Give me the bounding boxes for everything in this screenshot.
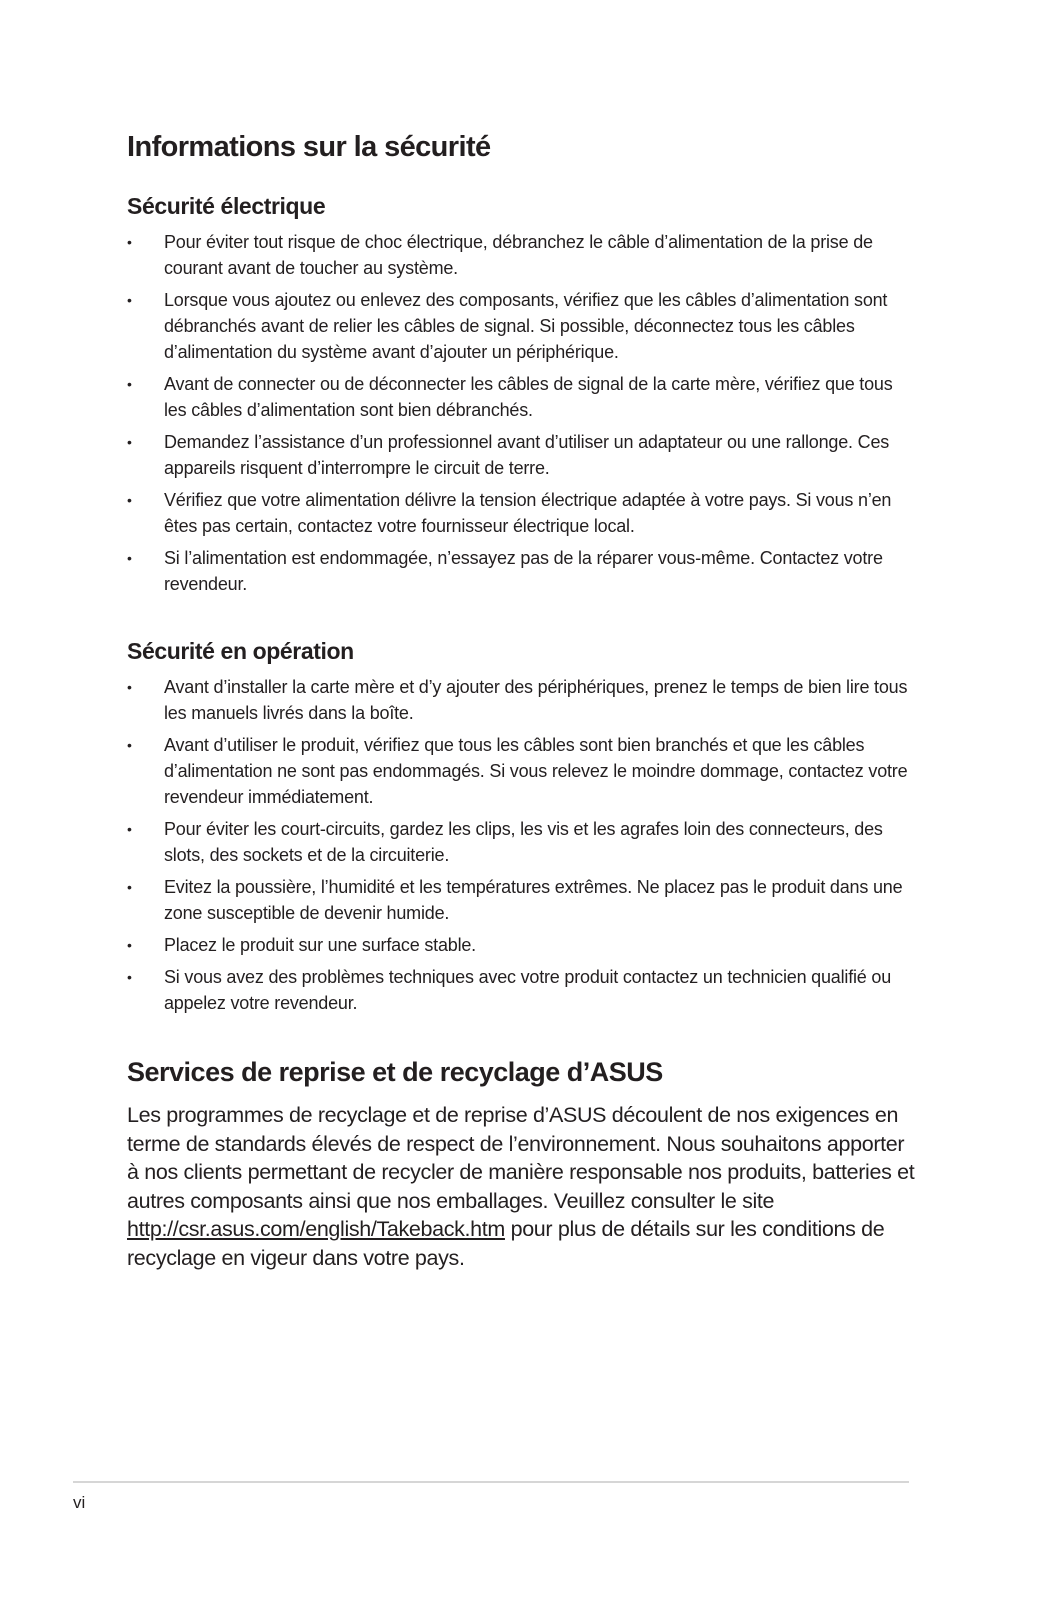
bullet-icon: • — [127, 679, 132, 695]
list-item — [127, 429, 917, 481]
bullet-icon: • — [127, 492, 132, 508]
list-item — [127, 545, 917, 597]
electrical-safety-heading: Sécurité électrique — [127, 193, 326, 219]
list-item — [127, 287, 917, 365]
list-item-text: Si vous avez des problèmes techniques avec votre produit contactez un technicien qualifié ou appelez votre revendeur. — [164, 967, 892, 1013]
bullet-icon: • — [127, 821, 132, 837]
list-item-text: Evitez la poussière, l’humidité et les températures extrêmes. Ne placez pas le produit dans une zone susceptible de devenir humide. — [164, 877, 903, 923]
recycling-paragraph — [127, 1101, 917, 1272]
bullet-icon: • — [127, 550, 132, 566]
list-item — [127, 487, 917, 539]
operation-safety-heading: Sécurité en opération — [127, 638, 354, 664]
operation-safety-section — [127, 636, 917, 1016]
list-item — [127, 874, 917, 926]
list-item-text: Demandez l’assistance d’un professionnel avant d’utiliser un adaptateur ou une rallonge. Ces appareils risquent d’interrompre le circuit de terre. — [164, 432, 890, 478]
list-item — [127, 816, 917, 868]
page-content — [127, 128, 917, 1272]
list-item-text: Si l’alimentation est endommagée, n’essayez pas de la réparer vous-même. Contactez votre revendeur. — [164, 548, 883, 594]
bullet-icon: • — [127, 879, 132, 895]
list-item-text: Placez le produit sur une surface stable. — [164, 935, 476, 955]
page-number: vi — [73, 1493, 86, 1512]
recycling-text-before: Les programmes de recyclage et de reprise d’ASUS découlent de nos exigences en terme de standards élevés de respect de l’environnement. Nous souhaitons apporter à nos clients permettant de recycler de manière responsable nos produits, batteries et autres composants ainsi que nos emballages. Veuillez consulter le site — [127, 1103, 915, 1213]
electrical-safety-list — [127, 229, 917, 597]
list-item — [127, 932, 917, 958]
list-item-text: Lorsque vous ajoutez ou enlevez des composants, vérifiez que les câbles d’alimentation sont débranchés avant de relier les câbles de signal. Si possible, déconnectez tous les câbles d’alimentation du système avant d’ajouter un périphérique. — [164, 290, 888, 362]
list-item-text: Avant d’installer la carte mère et d’y ajouter des périphériques, prenez le temps de bien lire tous les manuels livrés dans la boîte. — [164, 677, 908, 723]
bullet-icon: • — [127, 234, 132, 250]
bullet-icon: • — [127, 434, 132, 450]
bullet-icon: • — [127, 969, 132, 985]
list-item-text: Vérifiez que votre alimentation délivre la tension électrique adaptée à votre pays. Si vous n’en êtes pas certain, contactez votre fournisseur électrique local. — [164, 490, 892, 536]
list-item — [127, 732, 917, 810]
list-item — [127, 371, 917, 423]
operation-safety-list — [127, 674, 917, 1016]
bullet-icon: • — [127, 292, 132, 308]
page-title: Informations sur la sécurité — [127, 131, 491, 163]
list-item-text: Pour éviter tout risque de choc électrique, débranchez le câble d’alimentation de la prise de courant avant de toucher au système. — [164, 232, 873, 278]
bullet-icon: • — [127, 737, 132, 753]
recycling-heading: Services de reprise et de recyclage d’ASUS — [127, 1057, 663, 1087]
footer-divider — [73, 1481, 909, 1483]
takeback-link[interactable]: http://csr.asus.com/english/Takeback.htm — [127, 1217, 505, 1241]
list-item-text: Avant d’utiliser le produit, vérifiez que tous les câbles sont bien branchés et que les câbles d’alimentation ne sont pas endommagés. Si vous relevez le moindre dommage, contactez votre revendeur immédiatement. — [164, 735, 908, 807]
electrical-safety-section — [127, 191, 917, 597]
list-item — [127, 229, 917, 281]
list-item — [127, 674, 917, 726]
recycling-section — [127, 1055, 917, 1272]
bullet-icon: • — [127, 376, 132, 392]
list-item-text: Avant de connecter ou de déconnecter les câbles de signal de la carte mère, vérifiez que tous les câbles d’alimentation sont bien débranchés. — [164, 374, 893, 420]
recycling-text-after: pour plus de détails sur les conditions de recyclage en vigeur dans votre pays. — [127, 1217, 885, 1270]
list-item-text: Pour éviter les court-circuits, gardez les clips, les vis et les agrafes loin des connecteurs, des slots, des sockets et de la circuiterie. — [164, 819, 883, 865]
list-item — [127, 964, 917, 1016]
bullet-icon: • — [127, 937, 132, 953]
